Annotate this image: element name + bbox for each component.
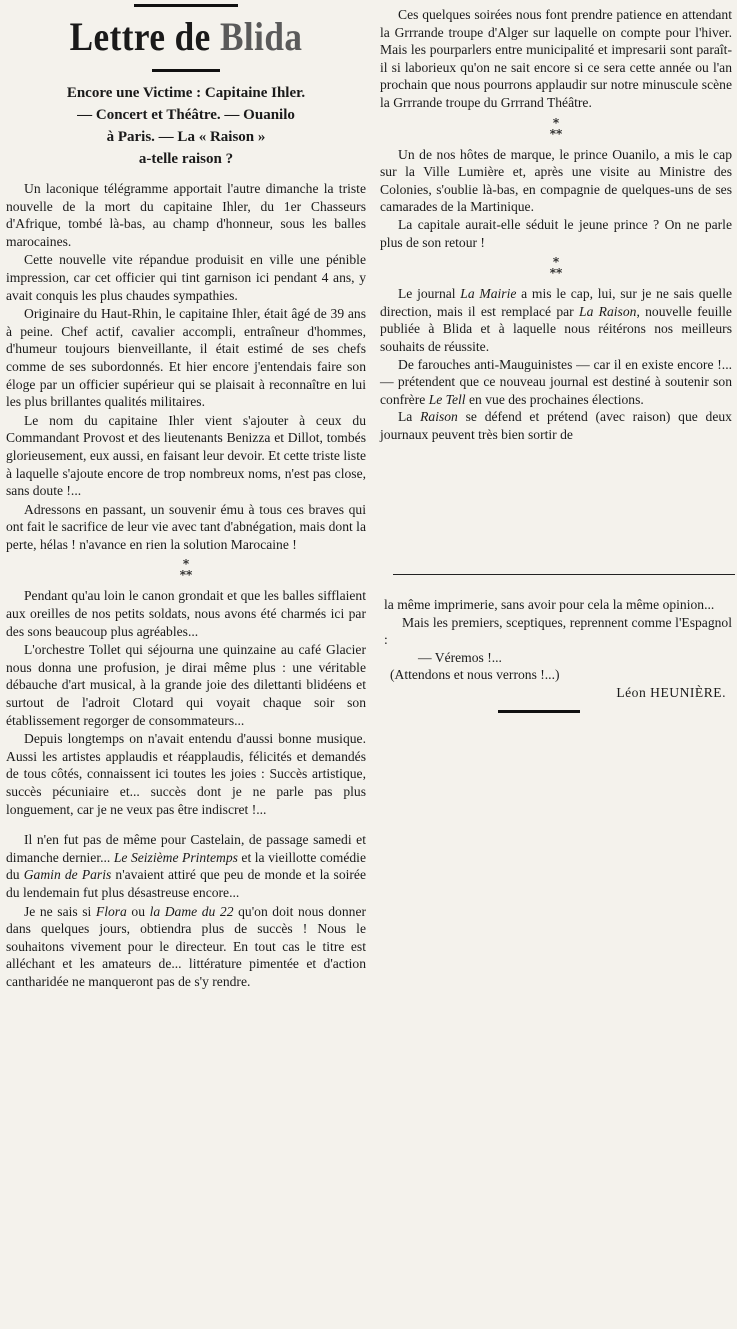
paragraph: Pendant qu'au loin le canon grondait et que les balles sifflaient aux oreilles de nos petits soldats, nous avons été charmés ici par des sons beaucoup plus agréables... bbox=[6, 588, 366, 639]
section-separator-stars: * ** bbox=[179, 557, 193, 583]
column-separator-rule bbox=[393, 574, 735, 575]
paragraph: la même imprimerie, sans avoir pour cela la même opinion... bbox=[384, 597, 715, 612]
end-rule bbox=[498, 710, 580, 713]
paragraph: Ces quelques soirées nous font prendre patience en attendant la Grrrande troupe d'Alger sur laquelle on compte pour l'hiver. Mais les pourparlers entre municipalité et impresarii sont paraît-il si laborieux qu'on ne sait encore si ce sera cette année ou l'an prochain que nous pourrons applaudir sur notre minuscule scène la Grrrande troupe du Grrrand Théâtre. bbox=[380, 7, 732, 110]
left-column bbox=[6, 0, 366, 992]
paragraph: Cette nouvelle vite répandue produisit en ville une pénible impression, car cet officier qui tint garnison ici pendant 4 ans, y avait conquis les plus chaudes sympathies. bbox=[6, 252, 366, 303]
paragraph: La Raison se défend et prétend (avec raison) que deux journaux peuvent très bien sortir de bbox=[380, 409, 732, 442]
paragraph: Le journal La Mairie a mis le cap, lui, sur je ne sais quelle direction, mais il est remplacé par La Raison, nouvelle feuille publiée à Blida et à laquelle nous réitérons nos meilleurs souhaits de réussite. bbox=[380, 286, 732, 354]
paragraph: Adressons en passant, un souvenir ému à tous ces braves qui ont fait le sacrifice de leur vie avec tant d'abnégation, mais dont la perte, hélas ! n'avance en rien la solution Marocaine ! bbox=[6, 501, 366, 552]
paragraph: De farouches anti-Mauguinistes — car il en existe encore !... — prétendent que ce nouveau journal est destiné à soutenir son confrère Le Tell en vue des prochaines élections. bbox=[380, 356, 732, 407]
article-title: Lettre de Blida bbox=[69, 14, 303, 59]
paragraph: Un de nos hôtes de marque, le prince Ouanilo, a mis le cap sur la Ville Lumière et, après une visite au Ministre des Colonies, s'oublie là-bas, en compagnie de quelques-uns de ses camarades de la Martinique. bbox=[380, 146, 732, 215]
subheadline bbox=[14, 82, 358, 170]
quote-line: — Véremos !... bbox=[418, 649, 502, 665]
quote-line: (Attendons et nous verrons !...) bbox=[390, 667, 560, 683]
paragraph: Un laconique télégramme apportait l'autre dimanche la triste nouvelle de la mort du capitaine Ihler, du 1er Chasseurs d'Afrique, tombé là-bas, au champ d'honneur, sous les balles marocaines. bbox=[6, 181, 366, 249]
paragraph: Mais les premiers, sceptiques, reprennent comme l'Espagnol : bbox=[384, 614, 732, 648]
subhead-line: à Paris. — La « Raison » bbox=[106, 129, 266, 145]
section-separator-stars: * ** bbox=[549, 115, 563, 141]
subhead-line: Encore une Victime : Capitaine Ihler. bbox=[66, 85, 306, 101]
paragraph: Je ne sais si Flora ou la Dame du 22 qu'on doit nous donner dans quelques jours, obtiendra plus de succès ! Nous le souhaitons vivement pour le directeur. En tout cas le titre est alléchant et les amateurs de... littérature pimentée et d'action cantharidée ne manqueront pas de s'y rendre. bbox=[6, 903, 367, 989]
title-top-rule bbox=[134, 4, 238, 7]
paragraph: Le nom du capitaine Ihler vient s'ajouter à ceux du Commandant Provost et des lieutenants Benizza et Dillot, tombés glorieusement, eux aussi, en faisant leur devoir. Et cette triste liste à laquelle s'ajoute encore de trop nombreux noms, n'est pas close, sans doute !... bbox=[6, 412, 366, 499]
paragraph: L'orchestre Tollet qui séjourna une quinzaine au café Glacier nous donna une profusion, je dirai même plus : une véritable débauche d'art musical, à la grande joie des dilettanti blidéens et surtout de l'adroit Clotard qui voyait chaque soir son établissement regorger de consommateurs... bbox=[6, 642, 366, 728]
section-separator-stars: * ** bbox=[549, 255, 563, 281]
continuation-block bbox=[384, 596, 732, 713]
paragraph: La capitale aurait-elle séduit le jeune prince ? On ne parle plus de son retour ! bbox=[380, 216, 732, 250]
right-column bbox=[380, 6, 732, 443]
author-signature: Léon HEUNIÈRE. bbox=[616, 684, 726, 700]
subhead-line: — Concert et Théâtre. — Ouanilo bbox=[77, 107, 295, 123]
paragraph: Il n'en fut pas de même pour Castelain, de passage samedi et dimanche dernier... Le Seizième Printemps et la vieillotte comédie du Gamin de Paris n'avaient attiré que peu de monde et la soirée du lendemain fut plus désastreuse encore... bbox=[6, 832, 366, 900]
paragraph: Depuis longtemps on n'avait entendu d'aussi bonne musique. Aussi les artistes applaudis et réapplaudis, félicités et demandés de tous côtés, connaissent ici toutes les joies : Succès artistique, succès pécuniaire et... succès dont je ne parle pas plus longuement, car je ne veux pas être indiscret !... bbox=[6, 731, 366, 817]
paragraph: Originaire du Haut-Rhin, le capitaine Ihler, était âgé de 39 ans à peine. Chef actif, cavalier accompli, entraîneur d'hommes, d'humeur toujours bienveillante, il était estimé de ses chefs comme de ses subordonnés. Et hier encore j'entendais faire son éloge par un officier supérieur qui se plaisait à reconnaître en lui les plus brillantes qualités militaires. bbox=[6, 306, 366, 410]
title-under-rule bbox=[152, 69, 220, 72]
subhead-line: a-telle raison ? bbox=[138, 151, 234, 167]
